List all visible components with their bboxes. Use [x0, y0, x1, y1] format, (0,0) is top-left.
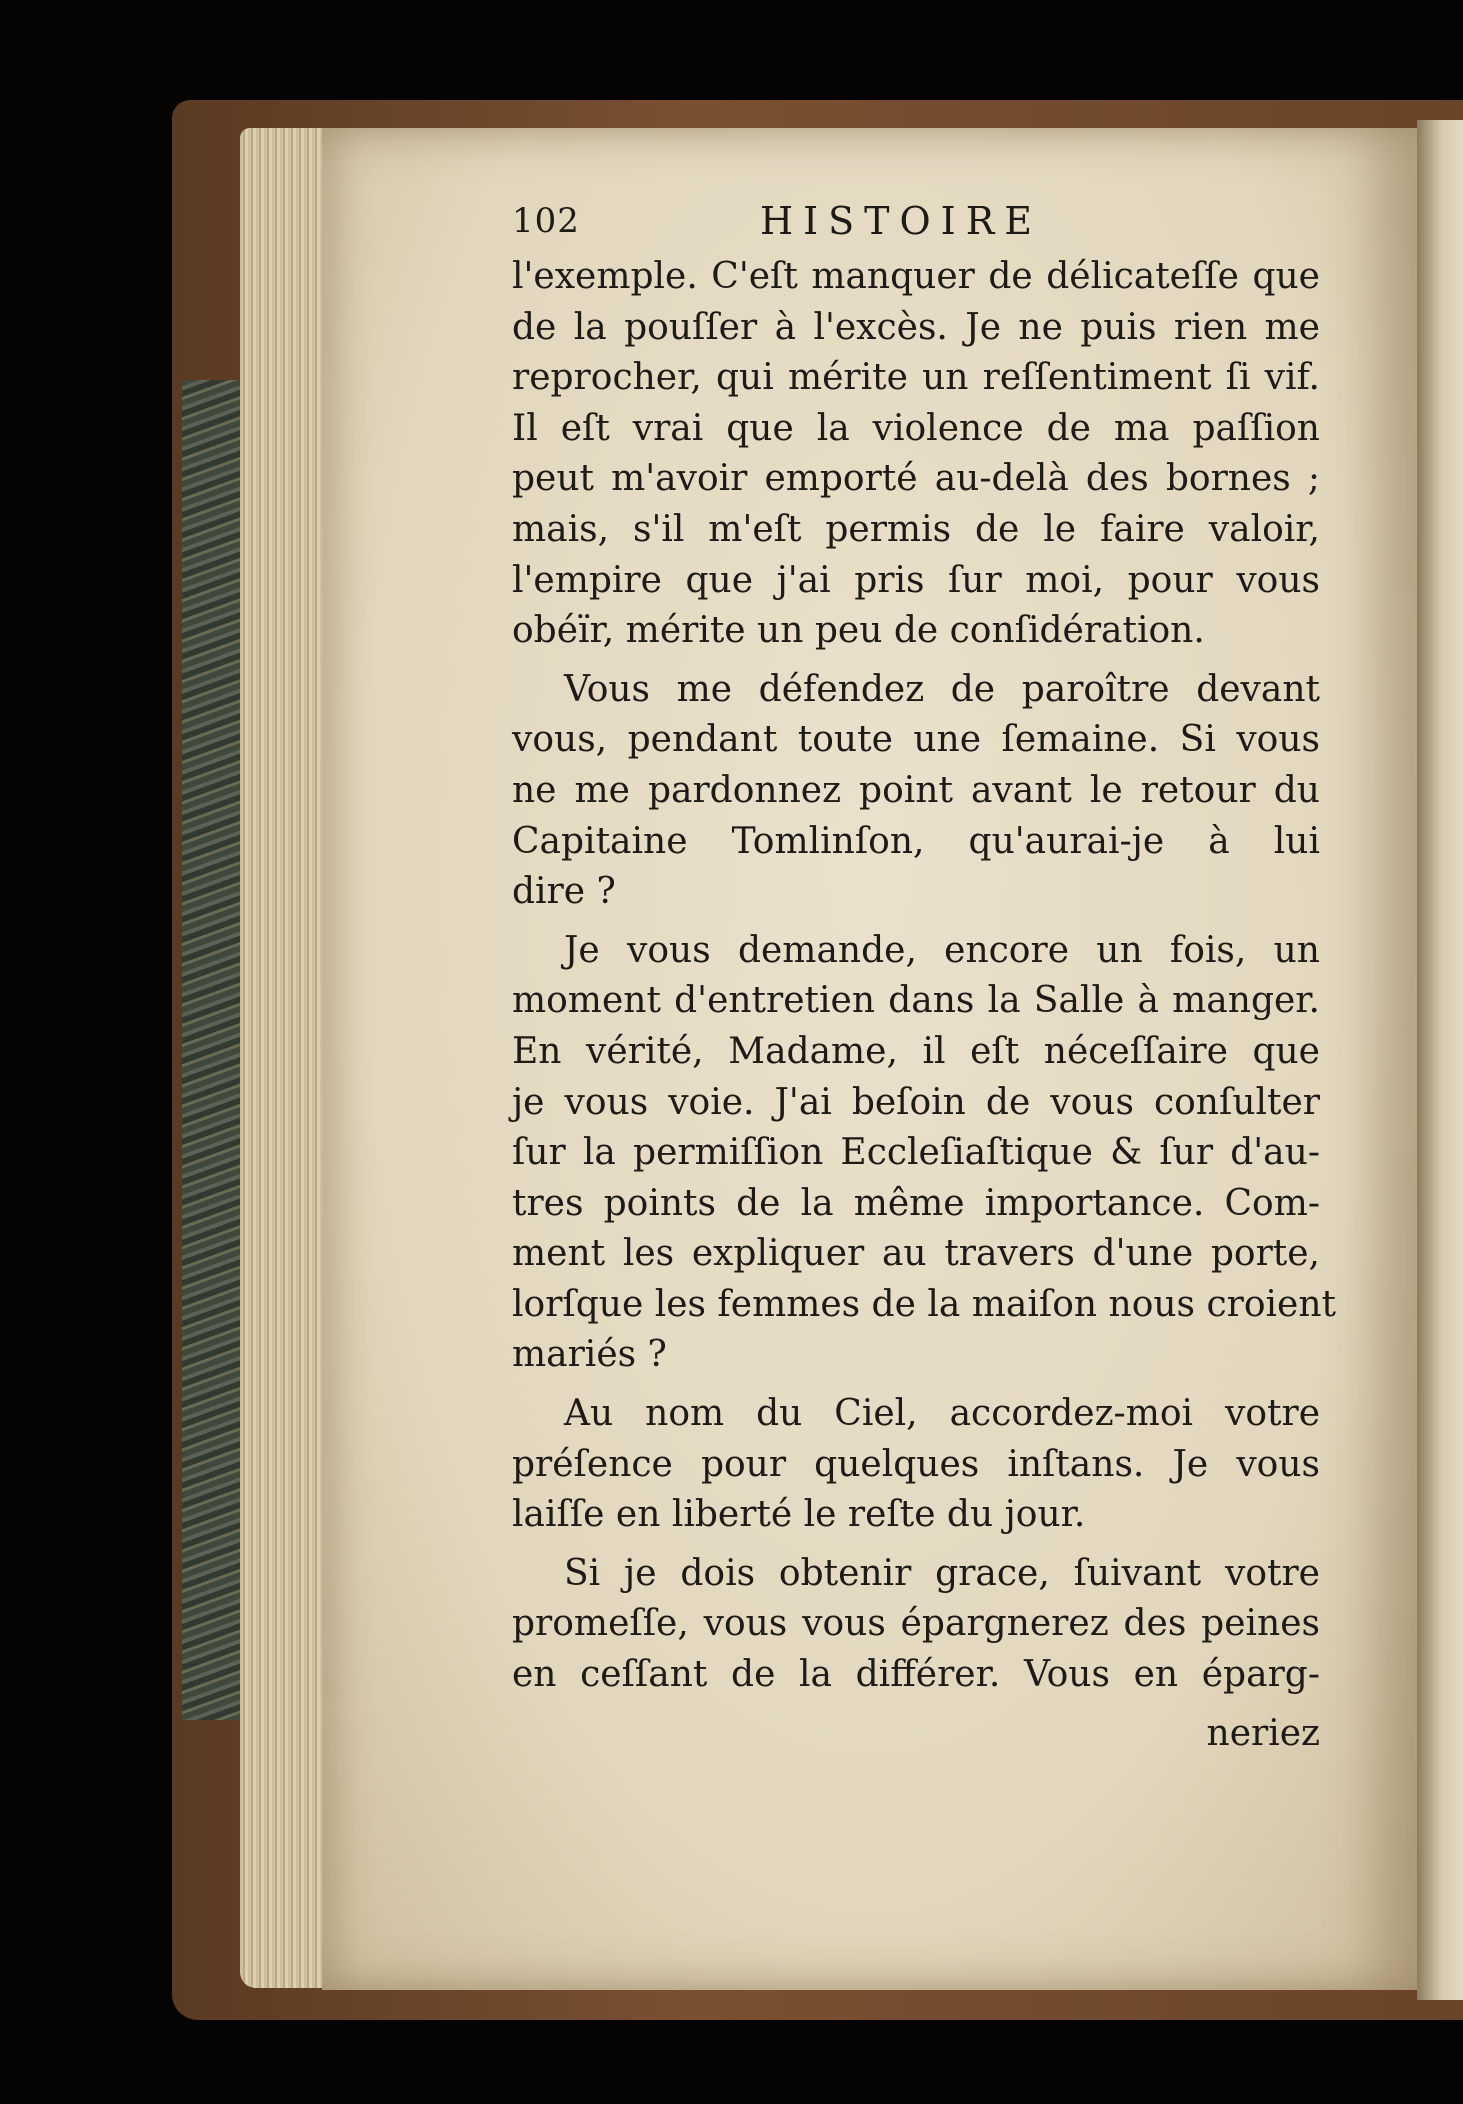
text-line: dire ?: [512, 871, 616, 913]
page-number: 102: [512, 201, 580, 241]
page-edges: [240, 128, 330, 1988]
text-line: vous, pendant toute une ſemaine. Si vous: [512, 719, 1320, 761]
text-line: moment d'entretien dans la Salle à manger.: [512, 980, 1320, 1022]
text-line: l'empire que j'ai pris ſur moi, pour vous: [512, 559, 1320, 601]
facing-page-edge: [1417, 120, 1463, 2000]
text-line: Si je dois obtenir grace, ſuivant votre: [564, 1552, 1320, 1594]
text-line: ne me pardonnez point avant le retour du: [512, 769, 1320, 811]
text-line: l'exemple. C'eſt manquer de délicateſſe que: [512, 256, 1320, 297]
text-line: Il eſt vrai que la violence de ma paſſion: [512, 407, 1320, 449]
paragraph-1: [512, 252, 1320, 657]
page-text: [512, 196, 1336, 1759]
text-line: mariés ?: [512, 1334, 667, 1376]
text-line: obéïr, mérite un peu de conſidération.: [512, 610, 1205, 652]
text-line: Vous me défendez de paroître devant: [564, 668, 1320, 710]
text-line: Capitaine Tomlinſon, qu'aurai-je à lui: [512, 820, 1320, 862]
catchword-line: [512, 1709, 1320, 1760]
text-line: lorſque les femmes de la maiſon nous croient: [512, 1283, 1336, 1325]
text-line: mais, s'il m'eſt permis de le faire valoir,: [512, 508, 1320, 550]
paragraph-3: [512, 926, 1336, 1381]
paragraph-4: [512, 1389, 1320, 1541]
text-line: En vérité, Madame, il eſt néceſſaire que: [512, 1030, 1320, 1072]
text-line: Au nom du Ciel, accordez-moi votre: [564, 1393, 1320, 1435]
text-line: promeſſe, vous vous épargnerez des peines: [512, 1603, 1320, 1645]
text-line: de la pouſſer à l'excès. Je ne puis rien me: [512, 306, 1320, 348]
text-line: ſur la permiſſion Eccleſiaſtique & ſur d'au-: [512, 1132, 1320, 1174]
paragraph-2: [512, 665, 1320, 918]
text-line: je vous voie. J'ai beſoin de vous conſulter: [512, 1081, 1320, 1123]
text-line: reprocher, qui mérite un reſſentiment ſi vif.: [512, 357, 1320, 399]
paragraph-5: [512, 1549, 1320, 1701]
text-line: laiſſe en liberté le reſte du jour.: [512, 1494, 1086, 1536]
text-line: peut m'avoir emporté au-delà des bornes ;: [512, 458, 1320, 500]
page-header: [512, 196, 1320, 252]
text-line: tres points de la même importance. Com-: [512, 1182, 1320, 1224]
text-line: préſence pour quelques inſtans. Je vous: [512, 1443, 1320, 1485]
catchword: neriez: [1206, 1712, 1320, 1754]
running-title: HISTOIRE: [760, 199, 1043, 243]
text-line: ment les expliquer au travers d'une porte,: [512, 1233, 1320, 1275]
text-line: en ceſſant de la différer. Vous en éparg-: [512, 1654, 1320, 1696]
marbled-binding: [182, 380, 242, 1720]
text-line: Je vous demande, encore un fois, un: [564, 929, 1320, 971]
